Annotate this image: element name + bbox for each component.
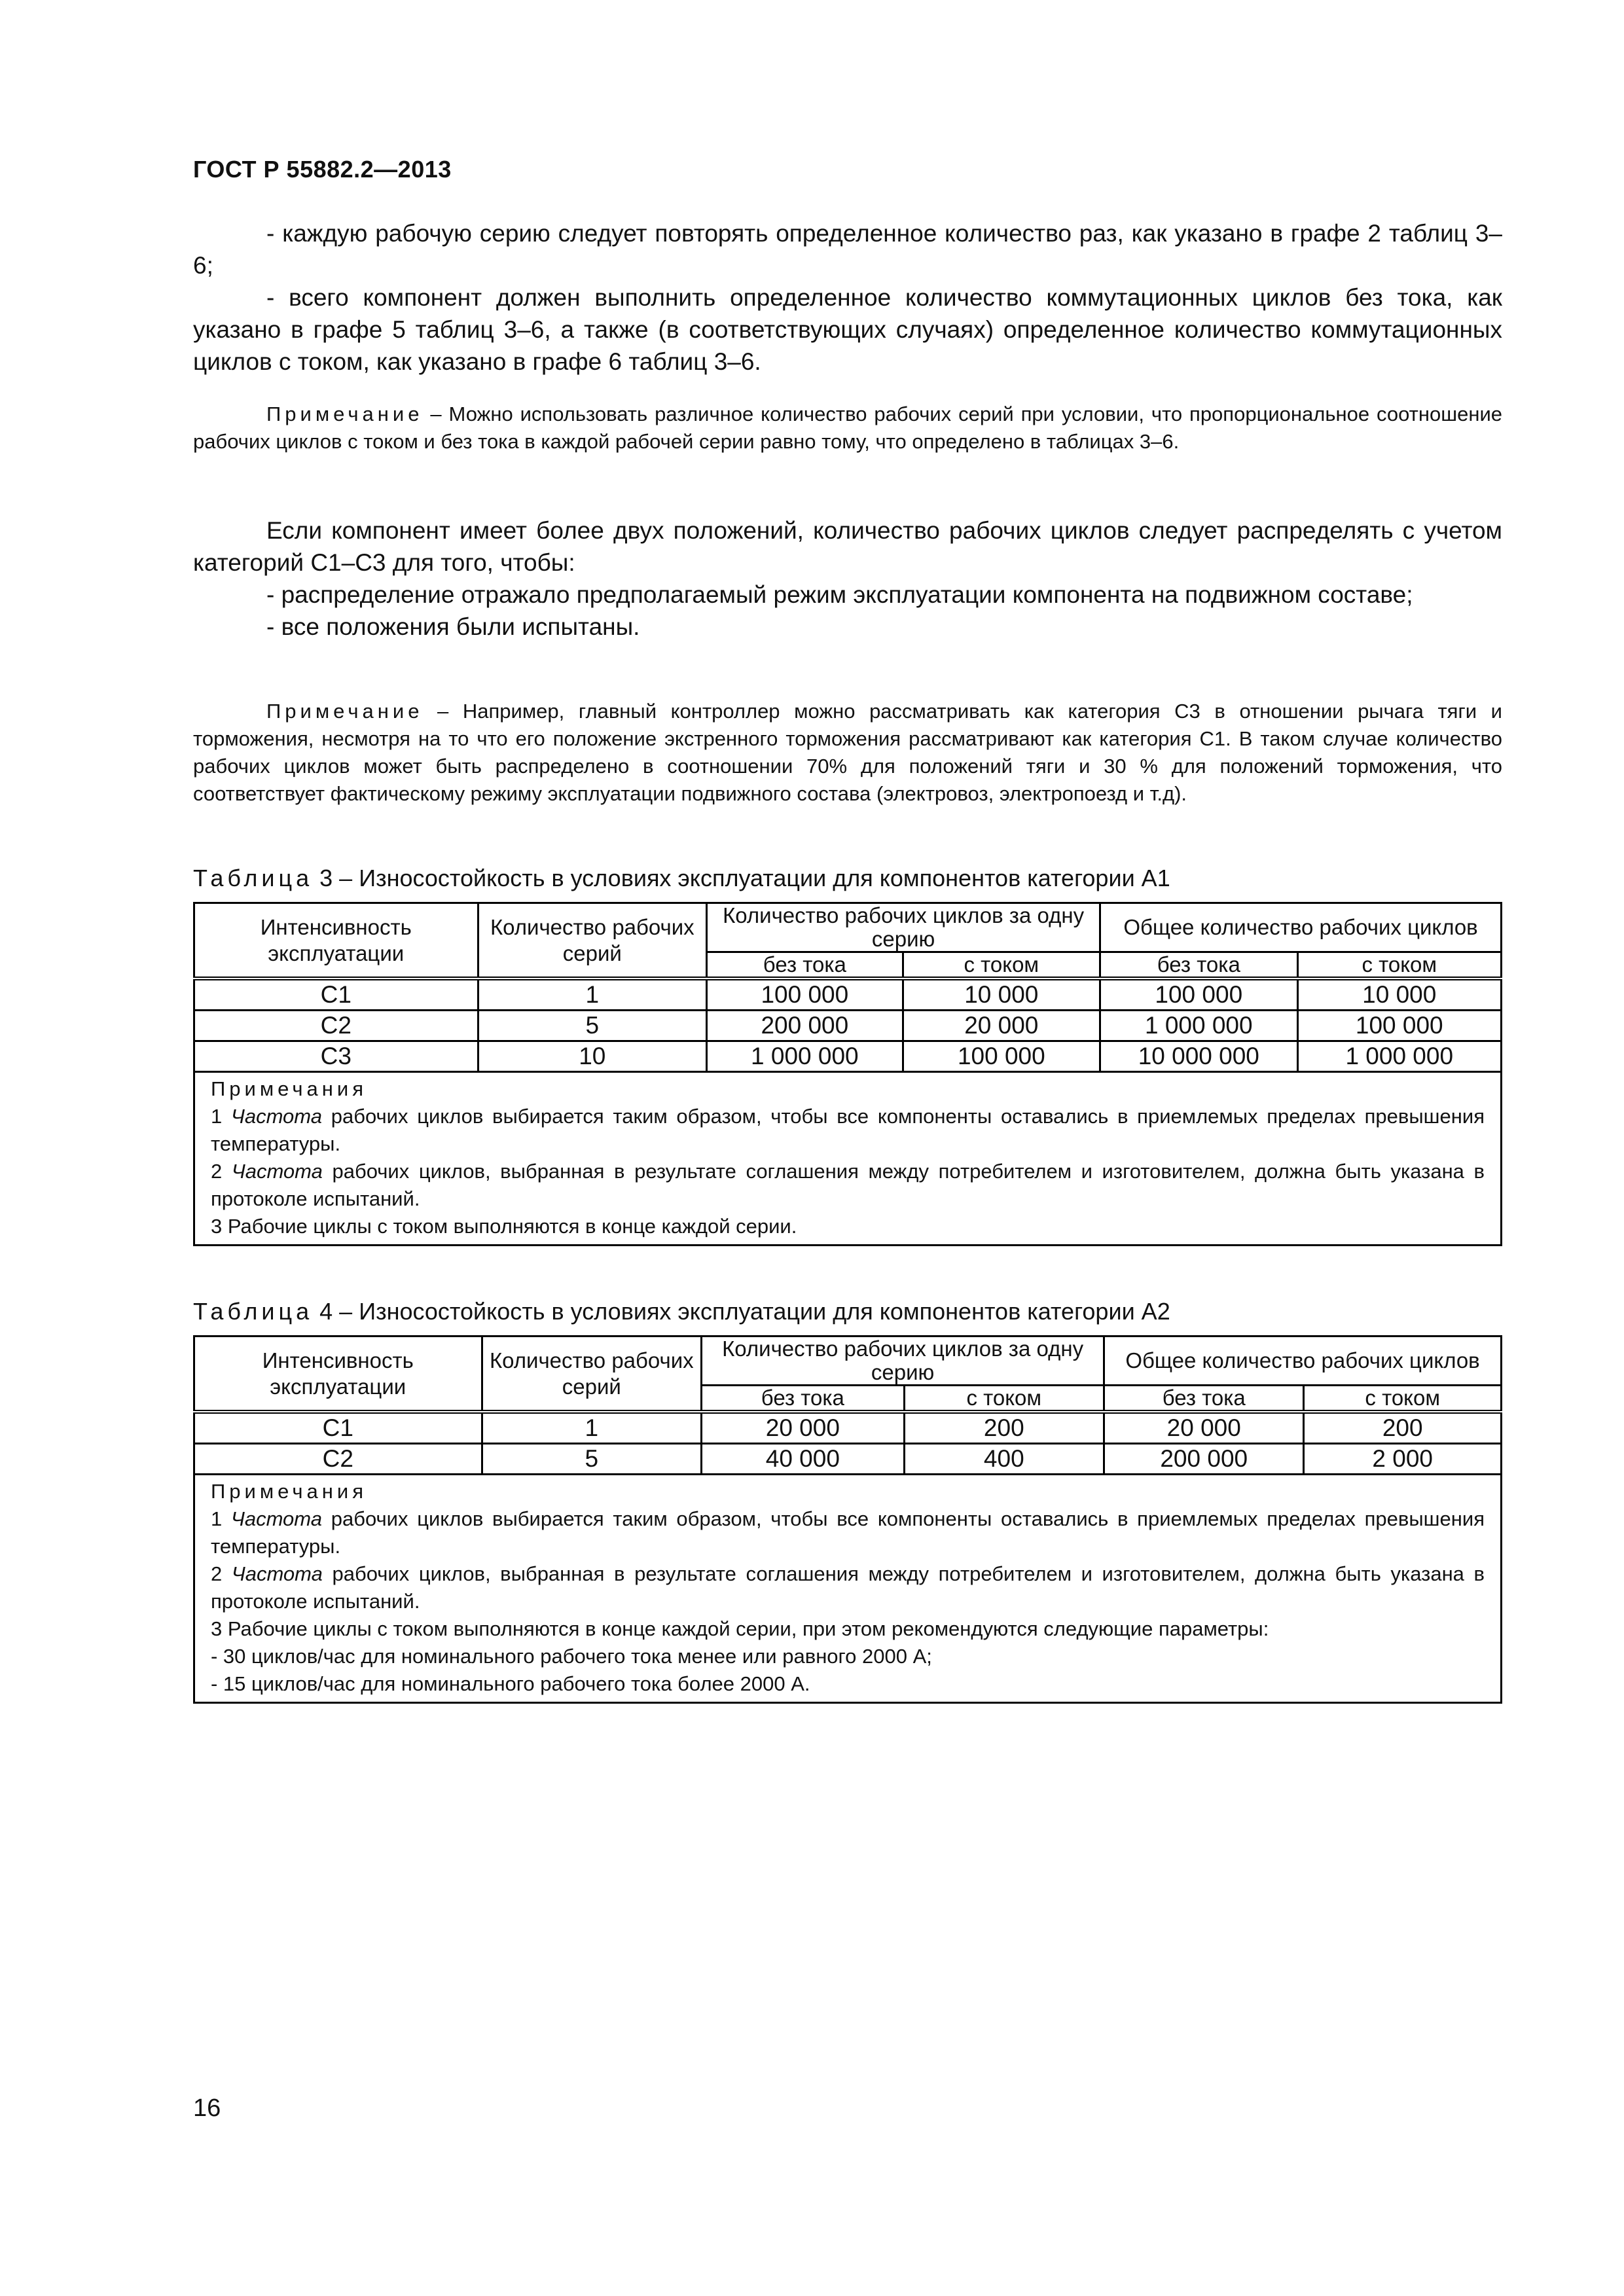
header-no-current: без тока xyxy=(702,1386,904,1412)
note-item: 2 Частота рабочих циклов, выбранная в результате соглашения между потребителем и изготовителем, должна быть указана в протоколе испытаний. xyxy=(211,1562,1485,1613)
note-item: 3 Рабочие циклы с током выполняются в конце каждой серии, при этом рекомендуются следующие параметры: xyxy=(211,1617,1269,1640)
paragraph-multi-position xyxy=(193,514,1502,643)
cell-series-count: 1 xyxy=(478,978,707,1011)
document-code: ГОСТ Р 55882.2—2013 xyxy=(193,156,452,183)
table-row xyxy=(194,978,1502,1011)
cell-total-with-current: 100 000 xyxy=(1297,1011,1502,1041)
cell-intensity: С2 xyxy=(194,1011,478,1041)
table3-caption xyxy=(193,864,1170,893)
cell-per-series-with-current: 10 000 xyxy=(903,978,1100,1011)
header-with-current: с током xyxy=(903,952,1100,979)
multi-position-item-distribution: - распределение отражало предполагаемый режим эксплуатации компонента на подвижном составе; xyxy=(266,581,1413,608)
cell-per-series-no-current: 40 000 xyxy=(702,1444,904,1475)
cell-per-series-no-current: 1 000 000 xyxy=(707,1041,903,1072)
cell-total-with-current: 10 000 xyxy=(1297,978,1502,1011)
note-item: 1 Частота рабочих циклов выбирается таким образом, чтобы все компоненты оставались в приемлемых пределах превышения температуры. xyxy=(211,1507,1485,1558)
cell-series-count: 1 xyxy=(482,1412,702,1444)
cell-total-with-current: 2 000 xyxy=(1304,1444,1502,1475)
table3-caption-label: Таблица xyxy=(193,865,314,891)
note-item: - 30 циклов/час для номинального рабочего тока менее или равного 2000 А; xyxy=(211,1645,932,1668)
cell-total-no-current: 1 000 000 xyxy=(1100,1011,1297,1041)
note-controller-example xyxy=(193,698,1502,808)
note-item: - 15 циклов/час для номинального рабочего тока более 2000 А. xyxy=(211,1672,810,1695)
header-no-current: без тока xyxy=(1104,1386,1304,1412)
cell-total-no-current: 20 000 xyxy=(1104,1412,1304,1444)
paragraph-series-requirements xyxy=(193,217,1502,378)
notes-title: Примечания xyxy=(211,1077,367,1100)
notes-title: Примечания xyxy=(211,1480,367,1503)
requirement-total-cycles: - всего компонент должен выполнить определенное количество коммутационных циклов без тока, как указано в графе 5 таблиц 3–6, а также (в соответствующих случаях) определенное количество коммутационных циклов с током, как указано в графе 6 таблиц 3–6. xyxy=(193,284,1502,375)
cell-series-count: 10 xyxy=(478,1041,707,1072)
cell-per-series-with-current: 200 xyxy=(904,1412,1104,1444)
requirement-repeat-series: - каждую рабочую серию следует повторять определенное количество раз, как указано в графе 2 таблиц 3–6; xyxy=(193,220,1502,279)
cell-intensity: С2 xyxy=(194,1444,482,1475)
header-series-count: Количество рабочих серий xyxy=(482,1336,702,1412)
header-with-current: с током xyxy=(1297,952,1502,979)
table3 xyxy=(193,902,1502,1246)
cell-per-series-with-current: 20 000 xyxy=(903,1011,1100,1041)
header-cycles-per-series: Количество рабочих циклов за одну серию xyxy=(702,1336,1104,1386)
header-with-current: с током xyxy=(1304,1386,1502,1412)
page-number: 16 xyxy=(193,2094,221,2122)
header-intensity: Интенсивность эксплуатации xyxy=(194,903,478,979)
table4-caption-label: Таблица xyxy=(193,1298,314,1325)
cell-total-no-current: 10 000 000 xyxy=(1100,1041,1297,1072)
table4-caption xyxy=(193,1297,1170,1326)
table-row xyxy=(194,1041,1502,1072)
header-with-current: с током xyxy=(904,1386,1104,1412)
table4 xyxy=(193,1335,1502,1704)
header-total-cycles: Общее количество рабочих циклов xyxy=(1104,1336,1502,1386)
note-item: 1 Частота рабочих циклов выбирается таким образом, чтобы все компоненты оставались в приемлемых пределах превышения температуры. xyxy=(211,1105,1485,1155)
cell-series-count: 5 xyxy=(482,1444,702,1475)
cell-total-with-current: 200 xyxy=(1304,1412,1502,1444)
header-series-count: Количество рабочих серий xyxy=(478,903,707,979)
cell-total-no-current: 100 000 xyxy=(1100,978,1297,1011)
cell-total-no-current: 200 000 xyxy=(1104,1444,1304,1475)
cell-intensity: С1 xyxy=(194,1412,482,1444)
cell-per-series-with-current: 400 xyxy=(904,1444,1104,1475)
cell-intensity: С1 xyxy=(194,978,478,1011)
table3-caption-title: 3 – Износостойкость в условиях эксплуатации для компонентов категории А1 xyxy=(313,865,1170,891)
header-cycles-per-series: Количество рабочих циклов за одну серию xyxy=(707,903,1100,952)
table-row xyxy=(194,1412,1502,1444)
header-no-current: без тока xyxy=(707,952,903,979)
table-row xyxy=(194,1444,1502,1475)
cell-series-count: 5 xyxy=(478,1011,707,1041)
multi-position-item-all-tested: - все положения были испытаны. xyxy=(266,613,640,640)
note-label: Примечание xyxy=(266,700,424,723)
note-text: – Можно использовать различное количество рабочих серий при условии, что пропорциональное соотношение рабочих циклов с током и без тока в каждой рабочей серии равно тому, что определено в таблицах 3–6. xyxy=(193,403,1502,453)
note-label: Примечание xyxy=(266,403,424,425)
table4-caption-title: 4 – Износостойкость в условиях эксплуатации для компонентов категории А2 xyxy=(313,1298,1170,1325)
cell-per-series-no-current: 20 000 xyxy=(702,1412,904,1444)
note-item: 2 Частота рабочих циклов, выбранная в результате соглашения между потребителем и изготовителем, должна быть указана в протоколе испытаний. xyxy=(211,1160,1485,1210)
header-no-current: без тока xyxy=(1100,952,1297,979)
table3-notes xyxy=(194,1072,1502,1246)
header-total-cycles: Общее количество рабочих циклов xyxy=(1100,903,1502,952)
table4-notes xyxy=(194,1475,1502,1703)
note-text: – Например, главный контроллер можно рассматривать как категория С3 в отношении рычага тяги и торможения, несмотря на то что его положение экстренного торможения рассматривают как категория С1. В таком случае количество рабочих циклов может быть распределено в соотношении 70% для положений тяги и 30 % для положений торможения, что соответствует фактическому режиму эксплуатации подвижного состава (электровоз, электропоезд и т.д). xyxy=(193,700,1502,805)
header-intensity: Интенсивность эксплуатации xyxy=(194,1336,482,1412)
cell-per-series-with-current: 100 000 xyxy=(903,1041,1100,1072)
cell-intensity: С3 xyxy=(194,1041,478,1072)
multi-position-intro: Если компонент имеет более двух положений, количество рабочих циклов следует распределять с учетом категорий С1–С3 для того, чтобы: xyxy=(193,517,1502,576)
table-row xyxy=(194,1011,1502,1041)
cell-total-with-current: 1 000 000 xyxy=(1297,1041,1502,1072)
note-series-ratio xyxy=(193,401,1502,456)
cell-per-series-no-current: 200 000 xyxy=(707,1011,903,1041)
cell-per-series-no-current: 100 000 xyxy=(707,978,903,1011)
note-item: 3 Рабочие циклы с током выполняются в конце каждой серии. xyxy=(211,1215,797,1238)
